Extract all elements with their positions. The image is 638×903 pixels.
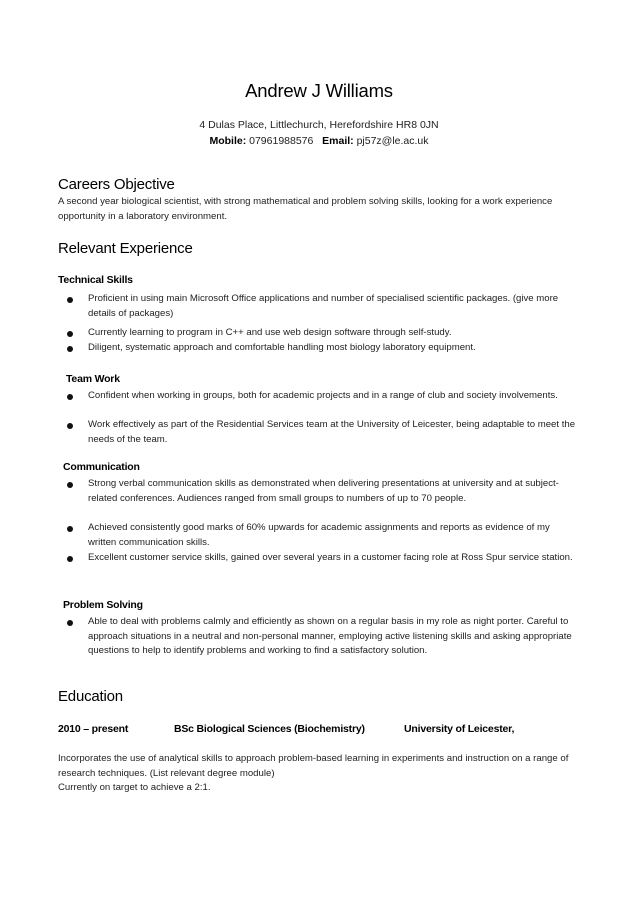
education-university: University of Leicester, <box>404 723 515 735</box>
list-item: Work effectively as part of the Residential Services team at the University of Leicester, being adaptable to meet the needs of the team. <box>88 419 576 445</box>
education-target: Currently on target to achieve a 2:1. <box>58 782 211 793</box>
list-item: Able to deal with problems calmly and efficiently as shown on a regular basis in my role as night porter. Careful to approach situations in a neutral and non-personal manner, employing active listening skills and asking appropriate questions to help to identify problems and working to find a satisfactory solution. <box>88 616 572 656</box>
bullet-icon <box>67 346 73 352</box>
list-item: Diligent, systematic approach and comfortable handling most biology laboratory equipment. <box>88 342 476 353</box>
problem-solving-heading: Problem Solving <box>63 599 143 611</box>
bullet-icon <box>67 394 73 400</box>
email-label: Email: <box>322 135 354 147</box>
careers-objective-text: A second year biological scientist, with strong mathematical and problem solving skills, looking for a work experience opportunity in a laboratory environment. <box>58 196 553 222</box>
address: 4 Dulas Place, Littlechurch, Herefordshire HR8 0JN <box>199 119 439 131</box>
list-item: Proficient in using main Microsoft Office applications and number of specialised scientific packages. (give more details of packages) <box>88 293 559 319</box>
list-item: Confident when working in groups, both for academic projects and in a range of club and society involvements. <box>88 390 558 401</box>
list-item: Achieved consistently good marks of 60% upwards for academic assignments and reports as evidence of my written communication skills. <box>88 522 550 548</box>
bullet-icon <box>67 297 73 303</box>
candidate-name: Andrew J Williams <box>245 80 393 101</box>
bullet-icon <box>67 556 73 562</box>
bullet-icon <box>67 526 73 532</box>
list-item: Excellent customer service skills, gained over several years in a customer facing role at Ross Spur service station. <box>88 552 573 563</box>
communication-heading: Communication <box>63 461 140 473</box>
contact-line <box>0 135 638 147</box>
mobile-number: 07961988576 <box>249 135 314 147</box>
bullet-icon <box>67 620 73 626</box>
education-description: Incorporates the use of analytical skills to approach problem-based learning in experiments and instruction on a range of research techniques. (List relevant degree module) <box>58 753 569 779</box>
education-degree: BSc Biological Sciences (Biochemistry) <box>174 723 365 735</box>
education-period: 2010 – present <box>58 723 129 735</box>
team-work-heading: Team Work <box>66 373 120 385</box>
careers-objective-heading: Careers Objective <box>58 176 175 193</box>
relevant-experience-heading: Relevant Experience <box>58 240 193 257</box>
mobile-label: Mobile: <box>209 135 247 147</box>
technical-skills-heading: Technical Skills <box>58 274 133 286</box>
list-item: Currently learning to program in C++ and use web design software through self-study. <box>88 327 452 338</box>
list-item: Strong verbal communication skills as demonstrated when delivering presentations at university and at subject-related conferences. Audiences ranged from small groups to numbers of up to 70 people. <box>88 478 559 504</box>
email-address: pj57z@le.ac.uk <box>356 135 429 147</box>
bullet-icon <box>67 482 73 488</box>
bullet-icon <box>67 331 73 337</box>
bullet-icon <box>67 423 73 429</box>
education-heading: Education <box>58 688 123 705</box>
